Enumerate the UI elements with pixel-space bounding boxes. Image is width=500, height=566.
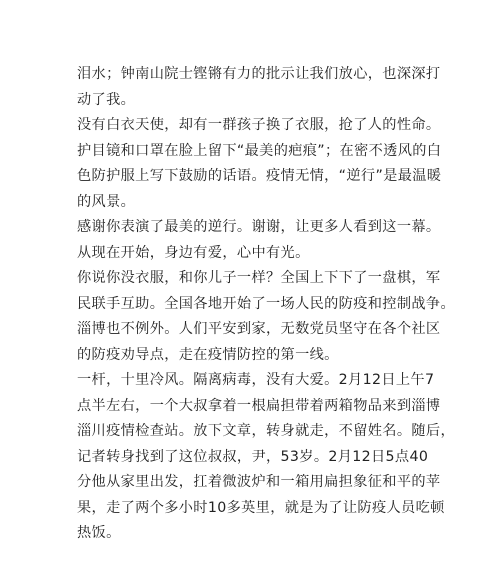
text-line: 点半左右，一个大叔拿着一根扁担带着两箱物品来到淄博 — [77, 397, 441, 414]
text-line: 记者转身找到了这位叔叔，尹，53岁。2月12日5点40 — [77, 448, 429, 465]
text-line: 从现在开始，身边有爱，心中有光。 — [77, 244, 310, 261]
text-line: 热饭。 — [77, 525, 121, 541]
text-line: 一杆，十里冷风。隔离病毒，没有大爱。2月12日上午7 — [77, 372, 435, 388]
text-line: 没有白衣天使，却有一群孩子换了衣服，抢了人的性命。 — [77, 117, 441, 133]
text-line: 果，走了两个多小时10多英里，就是为了让防疫人员吃顿 — [77, 499, 445, 516]
document-body — [77, 62, 497, 547]
text-line: 动了我。 — [77, 91, 136, 108]
text-line: 你说你没衣服，和你儿子一样？全国上下下了一盘棋，军 — [77, 270, 441, 286]
text-line: 民联手互助。全国各地开始了一场人民的防疫和控制战争。 — [77, 295, 455, 312]
text-line: 的防疫劝导点，走在疫情防控的第一线。 — [77, 346, 339, 363]
text-line: 分他从家里出发，扛着微波炉和一箱用扁担象征和平的苹 — [77, 474, 441, 490]
text-line: 淄博也不例外。人们平安到家，无数党员坚守在各个社区 — [77, 321, 441, 337]
text-line: 色防护服上写下鼓励的话语。疫情无情，“逆行”是最温暖 — [77, 168, 442, 184]
text-line: 泪水；钟南山院士铿锵有力的批示让我们放心，也深深打 — [77, 66, 441, 82]
text-line: 的风景。 — [77, 193, 136, 210]
text-line: 感谢你表演了最美的逆行。谢谢，让更多人看到这一幕。 — [77, 219, 441, 235]
text-line: 淄川疫情检查站。放下文章，转身就走，不留姓名。随后， — [77, 423, 455, 439]
text-line: 护目镜和口罩在脸上留下“最美的疤痕”；在密不透风的白 — [77, 142, 442, 159]
